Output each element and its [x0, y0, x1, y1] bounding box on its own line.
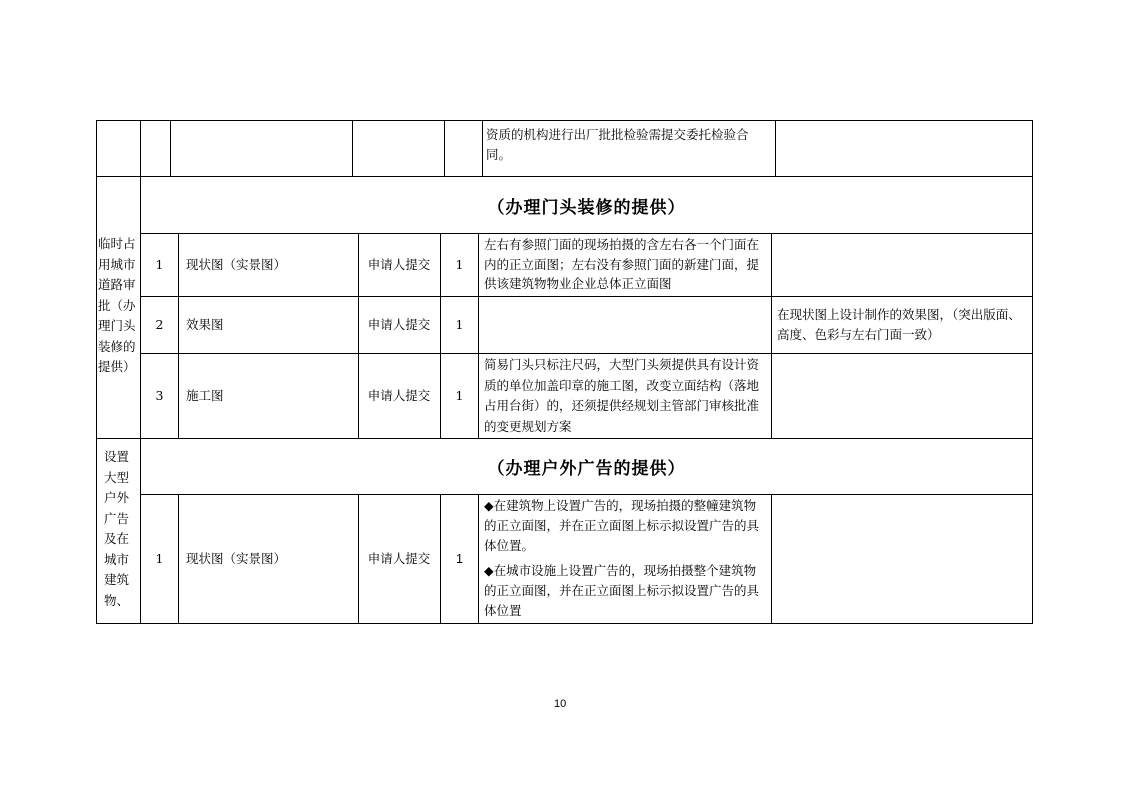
table-row-submitter: 申请人提交	[367, 317, 431, 332]
table-row-count: 1	[455, 257, 464, 272]
table-row-requirement: 左右有参照门面的现场拍摄的含左右各一个门面在内的正立面图；左右没有参照门面的新建门面，提供该建筑物物业企业总体正立面图	[484, 237, 760, 291]
section1-category: 临时占用城市道路审批（办理门头装修的提供）	[98, 236, 136, 374]
table-row-count: 1	[455, 317, 464, 332]
table-row-no: 3	[155, 388, 164, 403]
section2-category: 设置大型户外广告及在城市建筑物、	[104, 449, 130, 608]
table-row-note: 在现状图上设计制作的效果图，（突出版面、高度、色彩与左右门面一致）	[777, 307, 1021, 342]
table-row-submitter: 申请人提交	[367, 257, 431, 272]
table-row-name: 现状图（实景图）	[186, 257, 287, 272]
section1-heading: （办理门头装修的提供）	[487, 197, 686, 218]
table-row-no: 1	[155, 551, 164, 566]
table-row-requirement: ◆在城市设施上设置广告的，现场拍摄整个建筑物的正立面图，并在正立面图上标示拟设置广告的具体位置	[484, 563, 760, 618]
table-row-name: 效果图	[186, 317, 224, 332]
table-row-no: 2	[155, 317, 164, 332]
table-row-submitter: 申请人提交	[367, 388, 431, 403]
table-row-count: 1	[456, 552, 463, 566]
section2-heading: （办理户外广告的提供）	[487, 459, 686, 479]
table-row-no: 1	[155, 257, 164, 272]
table-row-name: 施工图	[186, 388, 224, 403]
page-number: 10	[554, 698, 567, 710]
table-row-submitter: 申请人提交	[367, 551, 431, 566]
top-row-requirement: 资质的机构进行出厂批批检验需提交委托检验合同。	[486, 127, 749, 162]
table-row-requirement: ◆在建筑物上设置广告的，现场拍摄的整幢建筑物的正立面图，并在正立面图上标示拟设置广告的具体位置。	[484, 498, 760, 553]
table-row-name: 现状图（实景图）	[186, 551, 287, 566]
table-row-requirement: 简易门头只标注尺码，大型门头须提供具有设计资质的单位加盖印章的施工图，改变立面结构（落地占用台街）的，还须提供经规划主管部门审核批准的变更规划方案	[484, 357, 760, 434]
table-row-count: 1	[455, 388, 464, 403]
